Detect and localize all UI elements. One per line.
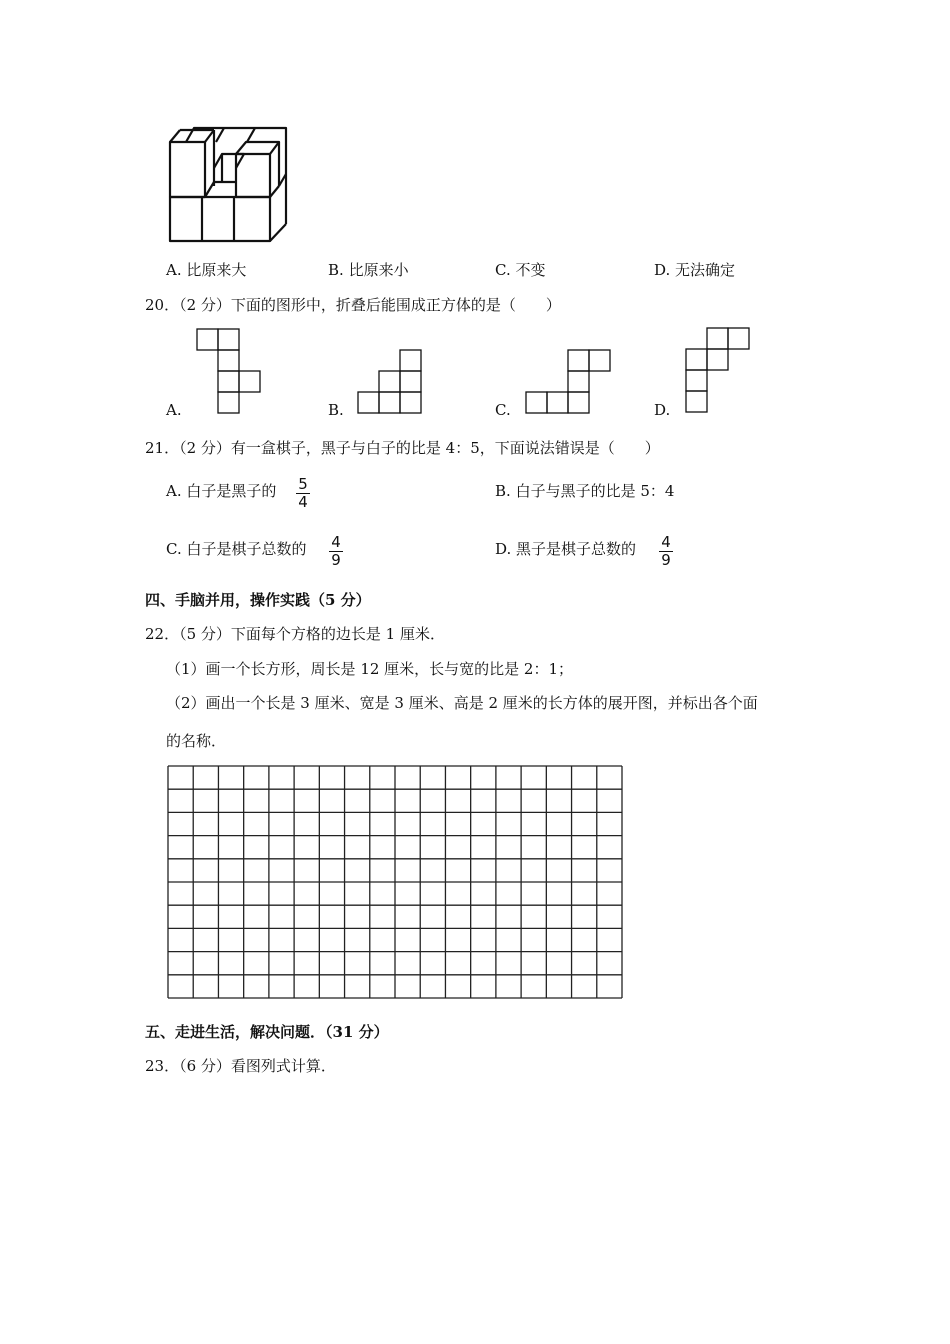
q19-option-a: A. 比原来大 xyxy=(166,261,247,279)
q20-option-d-label: D. xyxy=(654,401,671,419)
section-5-heading: 五、走进生活，解决问题．（31 分） xyxy=(145,1023,389,1041)
q22-drawing-grid[interactable] xyxy=(167,765,623,999)
fraction-denominator: 9 xyxy=(661,551,671,569)
q21-option-a-fraction xyxy=(295,476,311,511)
q22-part-2-line-2: 的名称． xyxy=(166,732,227,750)
q22-part-1: （1）画一个长方形，周长是 12 厘米，长与宽的比是 2：1； xyxy=(166,660,574,678)
q23-stem: 23．（6 分）看图列式计算． xyxy=(145,1057,336,1075)
q22-stem: 22．（5 分）下面每个方格的边长是 1 厘米． xyxy=(145,625,445,643)
q21-option-d-fraction xyxy=(658,534,674,569)
q20-net-d xyxy=(684,327,754,417)
q20-option-c-label: C. xyxy=(495,401,511,419)
q21-option-d: D. 黑子是棋子总数的 xyxy=(495,540,637,558)
q21-option-a: A. 白子是黑子的 xyxy=(166,482,277,500)
fraction-numerator: 4 xyxy=(661,533,671,551)
q19-option-c: C. 不变 xyxy=(495,261,546,279)
q22-part-2-line-1: （2）画出一个长是 3 厘米、宽是 3 厘米、高是 2 厘米的长方体的展开图，并标出各个面 xyxy=(166,694,758,712)
q19-option-d: D. 无法确定 xyxy=(654,261,736,279)
q19-option-b: B. 比原来小 xyxy=(328,261,409,279)
q20-net-a xyxy=(196,328,264,416)
q20-net-b xyxy=(356,349,424,417)
q20-net-c xyxy=(524,349,614,417)
fraction-numerator: 5 xyxy=(298,475,308,493)
q19-cube-figure xyxy=(166,124,290,244)
q21-option-b: B. 白子与黑子的比是 5：4 xyxy=(495,482,675,500)
q20-option-a-label: A. xyxy=(166,401,182,419)
q21-stem: 21．（2 分）有一盒棋子，黑子与白子的比是 4：5，下面说法错误是（ ） xyxy=(145,439,660,457)
fraction-numerator: 4 xyxy=(331,533,341,551)
q21-option-c-fraction xyxy=(328,534,344,569)
section-4-heading: 四、手脑并用，操作实践（5 分） xyxy=(145,591,371,609)
q21-option-c: C. 白子是棋子总数的 xyxy=(166,540,307,558)
fraction-denominator: 9 xyxy=(331,551,341,569)
q20-stem: 20．（2 分）下面的图形中，折叠后能围成正方体的是（ ） xyxy=(145,296,561,314)
q20-option-b-label: B. xyxy=(328,401,344,419)
fraction-denominator: 4 xyxy=(298,493,308,511)
